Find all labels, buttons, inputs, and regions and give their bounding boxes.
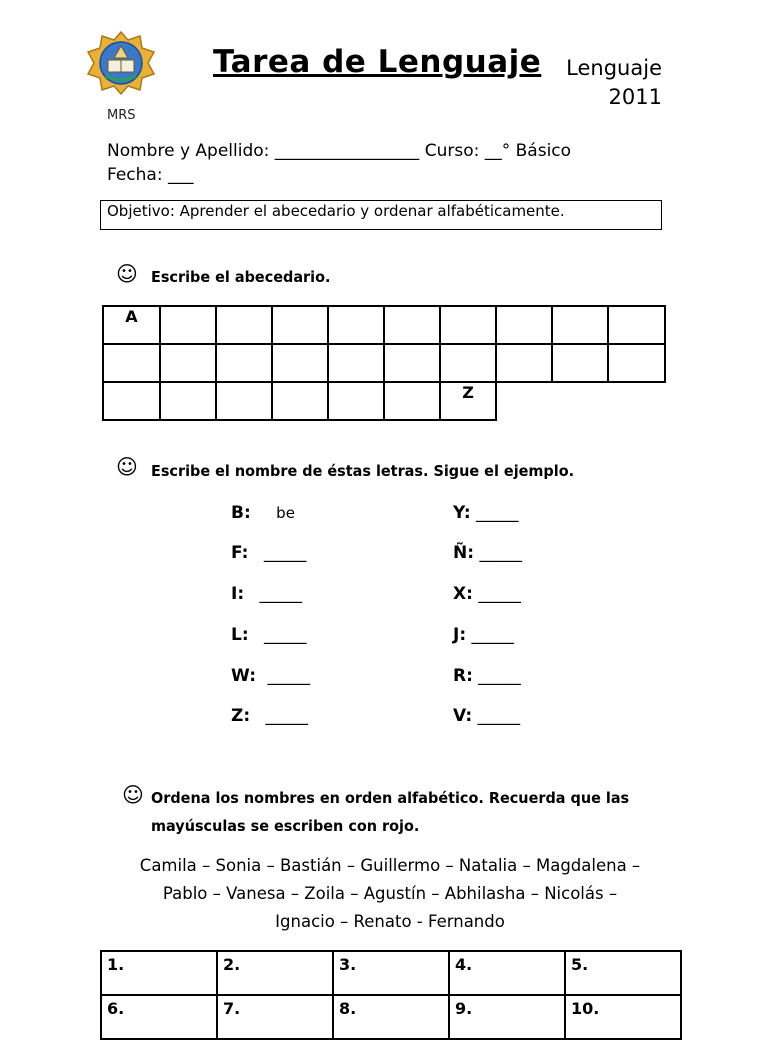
names-list-line: Camila – Sonia – Bastián – Guillermo – Natalia – Magdalena – [139, 856, 641, 875]
name-label: Nombre y Apellido: [107, 141, 270, 161]
alphabet-cell[interactable] [328, 306, 384, 344]
order-cell[interactable]: 8. [333, 995, 449, 1039]
alphabet-cell[interactable] [552, 306, 608, 344]
letter-label: Z: [231, 706, 251, 726]
letter-answer[interactable]: _____ [479, 543, 522, 563]
order-cell[interactable]: 2. [217, 951, 333, 995]
order-cell[interactable]: 9. [449, 995, 565, 1039]
letter-row [453, 543, 522, 563]
letter-answer[interactable]: _____ [478, 666, 521, 686]
letter-answer[interactable]: be [276, 504, 295, 522]
letter-row [231, 706, 308, 726]
alphabet-cell[interactable] [384, 306, 440, 344]
section1-heading: Escribe el abecedario. [151, 268, 331, 286]
letter-label: J: [453, 625, 467, 645]
year-label: 2011 [608, 85, 662, 109]
alphabet-cell[interactable] [440, 344, 496, 382]
school-logo [84, 30, 158, 96]
letter-row [453, 625, 514, 645]
letter-label: I: [231, 584, 245, 604]
letter-answer[interactable]: _____ [478, 584, 521, 604]
names-list-line: Ignacio – Renato - Fernando [275, 912, 505, 931]
alphabet-cell[interactable] [608, 344, 665, 382]
letter-row [453, 503, 519, 523]
order-cell[interactable]: 3. [333, 951, 449, 995]
letter-row [453, 666, 521, 686]
letter-answer[interactable]: _____ [476, 503, 519, 523]
alphabet-cell[interactable] [496, 344, 552, 382]
date-label: Fecha: [107, 165, 163, 185]
smiley-icon: ☺ [116, 262, 138, 286]
letter-answer[interactable]: _____ [263, 543, 307, 563]
grid-empty-space [608, 382, 665, 420]
alphabet-cell[interactable] [328, 344, 384, 382]
alphabet-cell-first[interactable]: A [103, 306, 160, 344]
alphabet-cell[interactable] [272, 306, 328, 344]
letter-label: B: [231, 503, 251, 523]
alphabet-cell[interactable] [103, 344, 160, 382]
letter-label: R: [453, 666, 473, 686]
alphabet-cell[interactable] [440, 306, 496, 344]
subject-year [556, 54, 662, 112]
order-cell[interactable]: 4. [449, 951, 565, 995]
alphabet-cell[interactable] [272, 344, 328, 382]
letter-answer[interactable]: _____ [471, 625, 515, 645]
name-blank: _________________ [274, 141, 420, 161]
letter-answer[interactable]: _____ [264, 625, 307, 645]
alphabet-cell[interactable] [160, 344, 216, 382]
letter-label: X: [453, 584, 473, 604]
order-table [100, 950, 682, 1040]
letter-row [453, 706, 520, 726]
letter-label: W: [231, 666, 257, 686]
alphabet-cell[interactable] [496, 306, 552, 344]
letter-label: V: [453, 706, 473, 726]
name-course-line [107, 141, 571, 161]
grid-empty-space [496, 382, 552, 420]
letter-row [231, 503, 295, 523]
objective-box [100, 200, 662, 230]
letter-answer[interactable]: _____ [265, 706, 309, 726]
order-cell[interactable]: 7. [217, 995, 333, 1039]
letter-row [231, 584, 302, 604]
alphabet-cell[interactable] [160, 306, 216, 344]
alphabet-cell[interactable] [216, 382, 272, 420]
alphabet-cell[interactable] [103, 382, 160, 420]
letter-answer[interactable]: _____ [477, 706, 521, 726]
letter-answer[interactable]: _____ [267, 666, 310, 686]
letter-label: F: [231, 543, 249, 563]
letter-row [231, 625, 307, 645]
smiley-icon: ☺ [122, 783, 144, 807]
section2-heading: Escribe el nombre de éstas letras. Sigue el ejemplo. [151, 462, 575, 480]
school-abbrev: MRS [107, 108, 136, 123]
alphabet-cell[interactable] [608, 306, 665, 344]
order-cell[interactable]: 6. [101, 995, 217, 1039]
order-cell[interactable]: 5. [565, 951, 681, 995]
names-list-line: Pablo – Vanesa – Zoila – Agustín – Abhilasha – Nicolás – [162, 884, 618, 903]
letter-label: Ñ: [453, 543, 475, 563]
course-blank: __° Básico [484, 141, 572, 161]
date-blank: ___ [167, 165, 194, 185]
alphabet-cell[interactable] [328, 382, 384, 420]
alphabet-grid [102, 305, 666, 421]
alphabet-cell[interactable] [216, 344, 272, 382]
alphabet-cell[interactable] [272, 382, 328, 420]
grid-empty-space [552, 382, 608, 420]
smiley-icon: ☺ [116, 455, 138, 479]
alphabet-cell[interactable] [160, 382, 216, 420]
course-label: Curso: [424, 141, 480, 161]
alphabet-cell-last[interactable]: Z [440, 382, 496, 420]
page-title: Tarea de Lenguaje [213, 44, 542, 80]
subject-label: Lenguaje [566, 56, 662, 80]
date-line [107, 165, 193, 185]
alphabet-cell[interactable] [216, 306, 272, 344]
letter-label: L: [231, 625, 249, 645]
section3-heading-line2: mayúsculas se escriben con rojo. [151, 817, 420, 835]
letter-row [231, 543, 306, 563]
order-cell[interactable]: 10. [565, 995, 681, 1039]
letter-label: Y: [453, 503, 471, 523]
alphabet-cell[interactable] [384, 344, 440, 382]
alphabet-cell[interactable] [384, 382, 440, 420]
order-cell[interactable]: 1. [101, 951, 217, 995]
objective-text: Objetivo: Aprender el abecedario y ordenar alfabéticamente. [107, 202, 565, 220]
alphabet-cell[interactable] [552, 344, 608, 382]
letter-row [453, 584, 521, 604]
section3-heading-line1: Ordena los nombres en orden alfabético. Recuerda que las [151, 789, 630, 807]
letter-row [231, 666, 310, 686]
letter-answer[interactable]: _____ [259, 584, 303, 604]
